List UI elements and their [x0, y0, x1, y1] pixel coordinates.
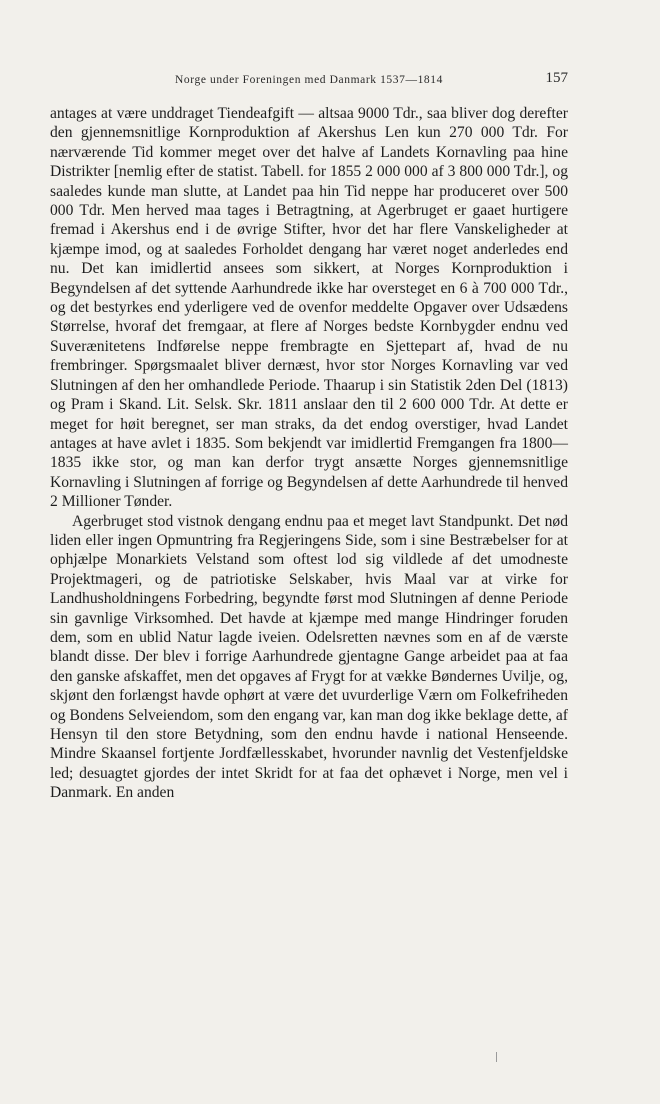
paragraph-agerbruget: Agerbruget stod vistnok dengang endnu paa et meget lavt Standpunkt. Det nød liden eller ingen Opmuntring fra Regjeringens Side, som i sine Bestræbelser for at ophjælpe Monarkiets Velstand som oftest lod sig vildlede af det umodneste Projektmageri, og de patriotiske Selskaber, hvis Maal var at virke for Landhusholdningens Forbedring, begyndte først mod Slutningen af denne Periode sin gavnlige Virksomhed. Det havde at kjæmpe med mange Hindringer foruden dem, som en ublid Natur lagde iveien. Odelsretten nævnes som en af de værste blandt disse. Der blev i forrige Aarhundrede gjentagne Gange arbeidet paa at faa den ganske afskaffet, men det opgaves af Frygt for at vække Bøndernes Uvilje, og, skjønt den forlængst havde ophørt at være det uvurderlige Værn om Folkefriheden og Bondens Selveiendom, som den engang var, kan man dog ikke beklage dette, af Hensyn til den store Betydning, som den endnu havde i national Henseende. Mindre Skaansel fortjente Jordfællesskabet, hvorunder navnlig det Vestenfjeldske led; desuagtet gjordes der intet Skridt for at faa det ophævet i Norge, men vel i Danmark. En anden — [50, 512, 568, 802]
body-text — [50, 104, 568, 803]
paragraph-continued: antages at være unddraget Tiendeafgift — altsaa 9000 Tdr., saa bliver dog derefter den gjennemsnitlige Kornproduktion af Akershus Len kun 270 000 Tdr. For nærværende Tid kommer meget over det halve af Landets Kornavling paa hine Distrikter [nemlig efter de statist. Tabell. for 1855 2 000 000 af 3 800 000 Tdr.], og saaledes kunde man slutte, at Landet paa hin Tid neppe har produceret over 500 000 Tdr. Men herved maa tages i Betragtning, at Agerbruget er gaaet hurtigere fremad i Akershus end i de øvrige Stifter, hvor det har flere Vanskeligheder at kjæmpe imod, og at saaledes Forholdet dengang har været noget anderledes end nu. Det kan imidlertid ansees som sikkert, at Norges Kornproduktion i Begyndelsen af det syttende Aarhundrede ikke har oversteget en 6 à 700 000 Tdr., og det bestyrkes end yderligere ved de ovenfor meddelte Opgaver over Udsædens Størrelse, hvoraf det fremgaar, at flere af Norges bedste Kornbygder endnu ved Suverænitetens Indførelse neppe frembragte en Sjettepart af, hvad de nu frembringer. Spørgsmaalet bliver dernæst, hvor stor Norges Kornavling var ved Slutningen af den her omhandlede Periode. Thaarup i sin Statistik 2den Del (1813) og Pram i Skand. Lit. Selsk. Skr. 1811 anslaar den til 2 600 000 Tdr. At dette er meget for høit beregnet, ser man straks, da det endog overstiger, hvad Landet antages at have avlet i 1835. Som bekjendt var imidlertid Fremgangen fra 1800—1835 ikke stor, og man kan derfor trygt ansætte Norges gjennemsnitlige Kornavling i Slutningen af forrige og Begyndelsen af dette Aarhundrede til henved 2 Millioner Tønder. — [50, 105, 568, 511]
page-number: 157 — [545, 70, 568, 86]
running-header — [50, 72, 568, 92]
running-title: Norge under Foreningen med Danmark 1537—1814 — [175, 74, 443, 86]
margin-mark — [496, 1052, 497, 1062]
